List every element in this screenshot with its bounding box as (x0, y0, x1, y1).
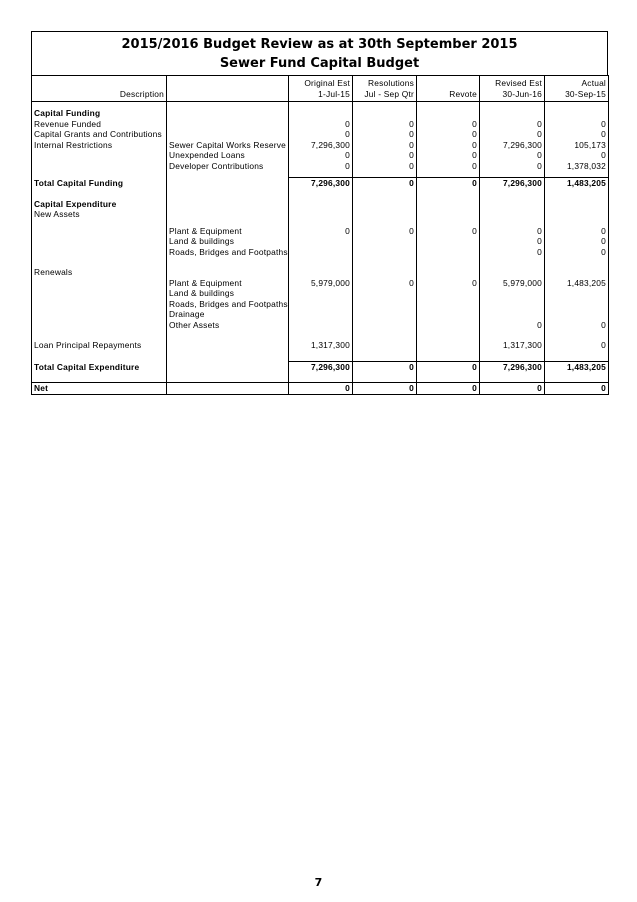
row-sublabel: Plant & Equipment (167, 226, 289, 237)
total-capital-expenditure-row (32, 361, 609, 372)
col-resolutions-period: Jul - Sep Qtr (353, 89, 417, 102)
row-sublabel: Plant & Equipment (167, 278, 289, 289)
section-capital-funding (32, 108, 609, 119)
cell-revote: 0 (417, 129, 480, 140)
cell-resolutions: 0 (353, 361, 417, 372)
cell-resolutions: 0 (353, 119, 417, 130)
row-sublabel: Land & buildings (167, 236, 289, 247)
cell-revote: 0 (417, 140, 480, 151)
header-row-1 (32, 76, 609, 89)
cell-revote: 0 (417, 226, 480, 237)
section-label: Capital Expenditure (32, 199, 167, 210)
cell-revised: 0 (480, 119, 545, 130)
cell-revised: 0 (480, 236, 545, 247)
cell-resolutions: 0 (353, 140, 417, 151)
cell-resolutions: 0 (353, 129, 417, 140)
col-revote: Revote (417, 89, 480, 102)
cell-resolutions: 0 (353, 150, 417, 161)
cell-actual: 1,483,205 (545, 278, 609, 289)
cell-revote: 0 (417, 150, 480, 161)
row-sublabel: Developer Contributions (167, 161, 289, 172)
cell-revote: 0 (417, 383, 480, 395)
net-row (32, 383, 609, 395)
row-label: Net (32, 383, 167, 395)
row-label: Capital Grants and Contributions (32, 129, 167, 140)
cell-revised: 0 (480, 320, 545, 331)
cell-original: 0 (289, 226, 353, 237)
cell-revote: 0 (417, 361, 480, 372)
row-sublabel: Roads, Bridges and Footpaths (167, 299, 289, 310)
row-sublabel: Unexpended Loans (167, 150, 289, 161)
report-subtitle: Sewer Fund Capital Budget (219, 56, 420, 71)
cell-revised: 0 (480, 383, 545, 395)
row-label: Total Capital Funding (32, 178, 167, 189)
header-row-2 (32, 89, 609, 102)
row-sublabel: Sewer Capital Works Reserve (167, 140, 289, 151)
cell-revised: 0 (480, 247, 545, 258)
row-label: Total Capital Expenditure (32, 361, 167, 372)
table-row (32, 320, 609, 331)
cell-revised: 0 (480, 150, 545, 161)
cell-actual: 0 (545, 119, 609, 130)
total-capital-funding-row (32, 178, 609, 189)
cell-original: 7,296,300 (289, 361, 353, 372)
cell-revote: 0 (417, 178, 480, 189)
cell-revised: 5,979,000 (480, 278, 545, 289)
cell-revote: 0 (417, 161, 480, 172)
cell-actual: 0 (545, 129, 609, 140)
table-row (32, 150, 609, 161)
row-sublabel: Land & buildings (167, 288, 289, 299)
col-actual-date: 30-Sep-15 (545, 89, 609, 102)
page-number: 7 (314, 876, 323, 889)
cell-actual: 105,173 (545, 140, 609, 151)
row-label: Internal Restrictions (32, 140, 167, 151)
cell-revote: 0 (417, 278, 480, 289)
section-capital-expenditure (32, 199, 609, 210)
col-revised-date: 30-Jun-16 (480, 89, 545, 102)
table-row (32, 288, 609, 299)
row-sublabel: Drainage (167, 309, 289, 320)
cell-actual: 0 (545, 320, 609, 331)
cell-revised: 0 (480, 226, 545, 237)
col-actual: Actual (545, 76, 609, 89)
cell-revised: 1,317,300 (480, 340, 545, 351)
cell-resolutions: 0 (353, 178, 417, 189)
cell-actual: 0 (545, 236, 609, 247)
table-row (32, 299, 609, 310)
title-box (31, 31, 608, 75)
cell-original: 0 (289, 150, 353, 161)
cell-original: 0 (289, 129, 353, 140)
cell-revised: 0 (480, 129, 545, 140)
col-resolutions: Resolutions (353, 76, 417, 89)
table-row (32, 209, 609, 220)
cell-actual: 0 (545, 340, 609, 351)
table-row (32, 161, 609, 172)
cell-actual: 0 (545, 226, 609, 237)
row-label: Renewals (32, 267, 167, 278)
cell-revised: 7,296,300 (480, 361, 545, 372)
cell-original: 0 (289, 161, 353, 172)
row-label: Revenue Funded (32, 119, 167, 130)
row-label: Loan Principal Repayments (32, 340, 167, 351)
cell-actual: 0 (545, 383, 609, 395)
cell-actual: 1,483,205 (545, 361, 609, 372)
cell-actual: 1,483,205 (545, 178, 609, 189)
cell-actual: 0 (545, 150, 609, 161)
col-revised-est: Revised Est (480, 76, 545, 89)
row-sublabel: Roads, Bridges and Footpaths (167, 247, 289, 258)
cell-resolutions: 0 (353, 278, 417, 289)
table-row (32, 236, 609, 247)
table-row (32, 247, 609, 258)
table-row (32, 226, 609, 237)
cell-revised: 0 (480, 161, 545, 172)
row-label: New Assets (32, 209, 167, 220)
table-row (32, 129, 609, 140)
section-label: Capital Funding (32, 108, 167, 119)
cell-actual: 0 (545, 247, 609, 258)
cell-resolutions: 0 (353, 383, 417, 395)
table-row (32, 119, 609, 130)
table-row (32, 140, 609, 151)
cell-original: 0 (289, 119, 353, 130)
col-original-est: Original Est (289, 76, 353, 89)
budget-table (31, 75, 609, 395)
cell-resolutions: 0 (353, 226, 417, 237)
row-sublabel: Other Assets (167, 320, 289, 331)
table-row (32, 278, 609, 289)
cell-resolutions: 0 (353, 161, 417, 172)
cell-original: 7,296,300 (289, 178, 353, 189)
col-description: Description (32, 89, 167, 102)
cell-actual: 1,378,032 (545, 161, 609, 172)
report-title: 2015/2016 Budget Review as at 30th September 2015 (121, 37, 518, 52)
table-row (32, 340, 609, 351)
cell-revised: 7,296,300 (480, 178, 545, 189)
cell-original: 1,317,300 (289, 340, 353, 351)
cell-revised: 7,296,300 (480, 140, 545, 151)
budget-sheet (31, 31, 608, 395)
cell-revote: 0 (417, 119, 480, 130)
col-original-date: 1-Jul-15 (289, 89, 353, 102)
cell-original: 0 (289, 383, 353, 395)
cell-original: 5,979,000 (289, 278, 353, 289)
table-row (32, 267, 609, 278)
cell-original: 7,296,300 (289, 140, 353, 151)
table-row (32, 309, 609, 320)
